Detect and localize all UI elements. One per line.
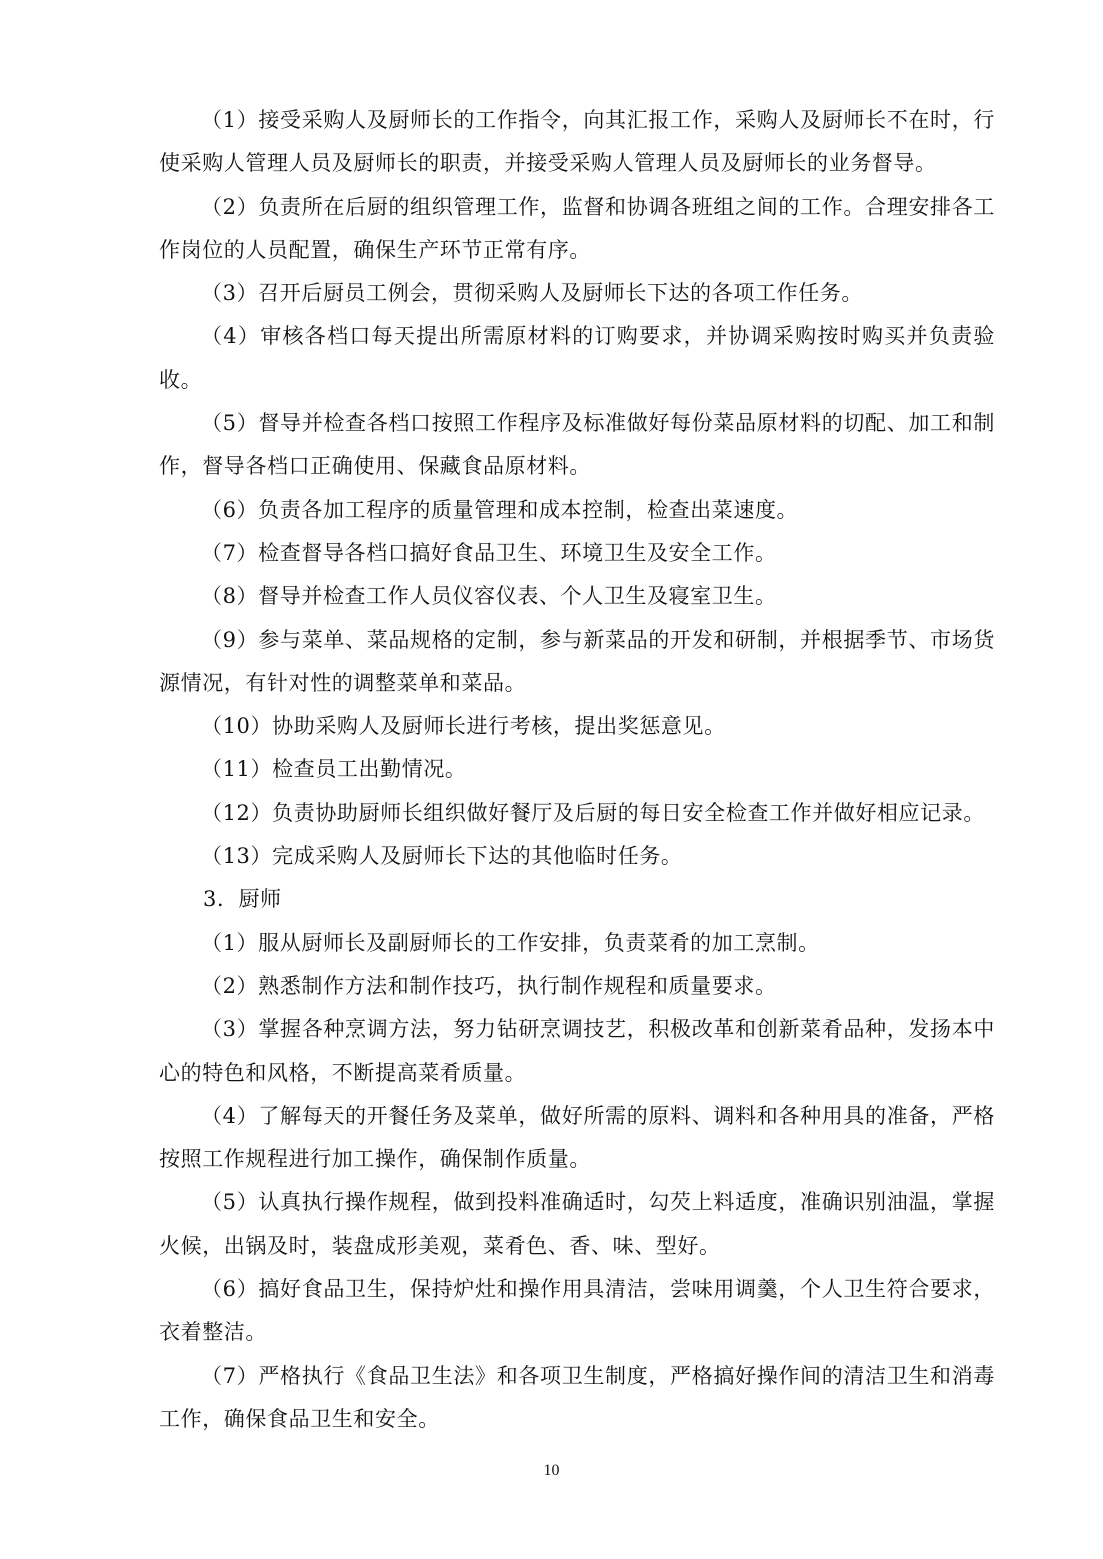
paragraph-2-8: （8）督导并检查工作人员仪容仪表、个人卫生及寝室卫生。	[201, 584, 777, 609]
paragraph-2-3: （3）召开后厨员工例会，贯彻采购人及厨师长下达的各项工作任务。	[201, 281, 863, 306]
paragraph-2-6: （6）负责各加工程序的质量管理和成本控制，检查出菜速度。	[201, 497, 799, 522]
paragraph-3-5: （5）认真执行操作规程，做到投料准确适时，勾芡上料适度，准确识别油温，掌握火候，出锅及时，装盘成形美观，菜肴色、香、味、型好。	[159, 1190, 995, 1258]
paragraph-3-7: （7）严格执行《食品卫生法》和各项卫生制度，严格搞好操作间的清洁卫生和消毒工作，确保食品卫生和安全。	[159, 1363, 995, 1431]
paragraph-3-2: （2）熟悉制作方法和制作技巧，执行制作规程和质量要求。	[201, 973, 777, 998]
paragraph-2-11: （11）检查员工出勤情况。	[201, 757, 467, 782]
paragraph-3-6: （6）搞好食品卫生，保持炉灶和操作用具清洁，尝味用调羹，个人卫生符合要求，衣着整洁。	[159, 1277, 995, 1345]
paragraph-2-1: （1）接受采购人及厨师长的工作指令，向其汇报工作，采购人及厨师长不在时，行使采购人管理人员及厨师长的职责，并接受采购人管理人员及厨师长的业务督导。	[159, 108, 995, 176]
page-number: 10	[543, 1462, 560, 1479]
paragraph-2-2: （2）负责所在后厨的组织管理工作，监督和协调各班组之间的工作。合理安排各工作岗位的人员配置，确保生产环节正常有序。	[159, 194, 995, 262]
paragraph-2-9: （9）参与菜单、菜品规格的定制，参与新菜品的开发和研制，并根据季节、市场货源情况，有针对性的调整菜单和菜品。	[159, 627, 995, 695]
paragraph-3-3: （3）掌握各种烹调方法，努力钻研烹调技艺，积极改革和创新菜肴品种，发扬本中心的特色和风格，不断提高菜肴质量。	[159, 1017, 995, 1085]
paragraph-2-13: （13）完成采购人及厨师长下达的其他临时任务。	[201, 844, 683, 869]
paragraph-2-4: （4）审核各档口每天提出所需原材料的订购要求，并协调采购按时购买并负责验收。	[159, 324, 995, 392]
paragraph-2-7: （7）检查督导各档口搞好食品卫生、环境卫生及安全工作。	[201, 540, 777, 565]
section-heading-chef: 3．厨师	[203, 887, 282, 912]
document-body	[159, 99, 995, 1441]
paragraph-2-5: （5）督导并检查各档口按照工作程序及标准做好每份菜品原材料的切配、加工和制作，督导各档口正确使用、保藏食品原材料。	[159, 411, 995, 479]
paragraph-3-1: （1）服从厨师长及副厨师长的工作安排，负责菜肴的加工烹制。	[201, 930, 820, 955]
paragraph-3-4: （4）了解每天的开餐任务及菜单，做好所需的原料、调料和各种用具的准备，严格按照工作规程进行加工操作，确保制作质量。	[159, 1103, 995, 1172]
paragraph-2-10: （10）协助采购人及厨师长进行考核，提出奖惩意见。	[201, 714, 726, 739]
paragraph-2-12: （12）负责协助厨师长组织做好餐厅及后厨的每日安全检查工作并做好相应记录。	[201, 800, 985, 825]
